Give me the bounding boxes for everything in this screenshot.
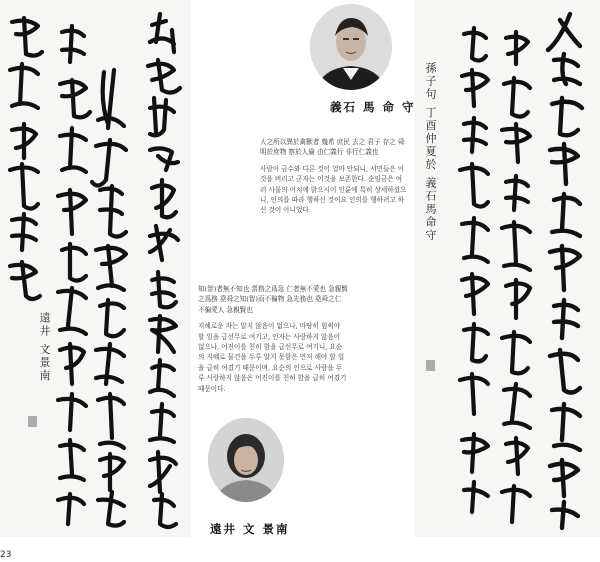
hanja-text-bottom: 知(智)者無不知也 當務之爲急 仁者無不愛也 急親賢之爲務 堯舜之知(智)而不徧物 急先務也 堯舜之仁 不徧愛人 急親賢也 (198, 285, 348, 314)
artist-name-top: 義石 馬 命 守 (330, 100, 416, 114)
text-block-bottom (198, 284, 348, 400)
korean-text-top: 사람이 금수와 다른 것이 얼마 안되니, 서민들은 이것을 버리고 군자는 이것을 보존한다. 순임금은 여러 사물의 이치에 밝으시어 인륜에 특히 상세하셨으니, 인의를 따라 행하신 것이요 인의를 행하려고 하신 것이 아니었다. (260, 164, 407, 215)
calligraphy-scroll-right (414, 0, 600, 537)
seal-stamp-left (28, 416, 37, 427)
signature-right: 孫子句 丁酉仲夏於 義石馬命守 (424, 62, 437, 242)
calligraphy-strokes-right (414, 0, 600, 537)
seal-stamp-right (426, 360, 435, 371)
signature-left: 遠井 文景南 (38, 312, 51, 383)
korean-text-bottom: 지혜로운 자는 알지 않음이 없으나, 마땅히 힘써야 할 일을 급선무로 여기고, 인자는 사랑하지 않음이 없으나, 어진이를 친히 함을 급선무로 여기니, 요순의 지혜로 물건을 두루 알지 못함은 먼저 해야 할 일을 급히 여겼기 때문이며, 요순의 인으로 사람을 두루 사랑하지 않음은 어진이를 친히 함을 급히 여겼기 때문이다. (198, 322, 347, 393)
artist-name-bottom: 遠井 文 景南 (210, 522, 290, 536)
hanja-text-top: 人之所以異於禽獸者 幾希 庶民 去之 君子 存之 舜 明於庶物 察於人倫 由仁義行 非行仁義也 (260, 138, 405, 157)
calligraphy-strokes-left (0, 0, 190, 537)
artist-photo-top (310, 4, 392, 90)
artist-photo-bottom (208, 418, 284, 502)
text-block-top (260, 137, 408, 222)
calligraphy-scroll-left (0, 0, 190, 537)
page-number: 23 (0, 550, 12, 560)
